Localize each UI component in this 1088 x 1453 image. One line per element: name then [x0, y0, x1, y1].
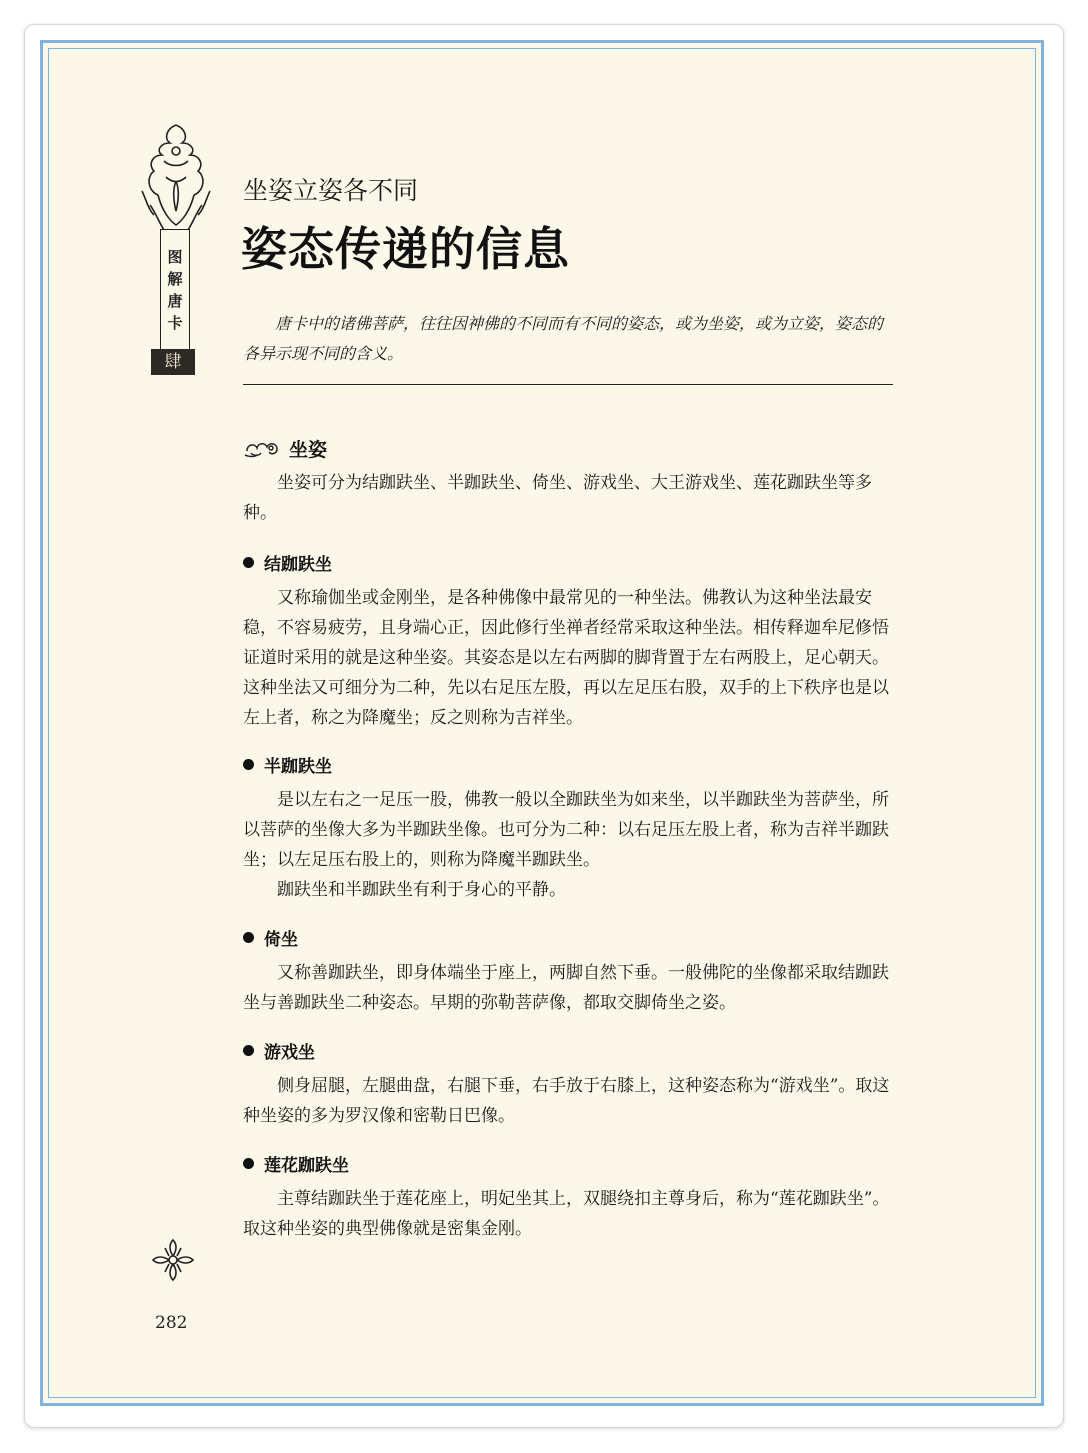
sidebar-char: 唐: [167, 292, 183, 310]
sidebar-book-label: [160, 229, 190, 351]
main-paragraph: 坐姿可分为结跏趺坐、半跏趺坐、倚坐、游戏坐、大王游戏坐、莲花跏趺坐等多种。: [243, 473, 872, 523]
conch-ornament-icon: [136, 121, 216, 241]
bullet-icon: [243, 759, 254, 770]
paragraph: 是以左右之一足压一股，佛教一般以全跏趺坐为如来坐，以半跏趺坐为菩萨坐，所以菩萨的坐像大多为半跏趺坐像。也可分为二种：以右足压左股上者，称为吉祥半跏趺坐；以左足压右股上的，则称为降魔半跏趺坐。: [243, 790, 889, 870]
section-jiefu: [243, 550, 895, 733]
sub-heading-text: 游戏坐: [264, 1043, 315, 1063]
paragraph: 主尊结跏趺坐于莲花座上，明妃坐其上，双腿绕扣主尊身后，称为“莲花跏趺坐”。取这种坐姿的典型佛像就是密集金刚。: [243, 1189, 890, 1239]
sidebar-char: 卡: [167, 314, 183, 332]
page-number: 282: [155, 1313, 188, 1333]
paragraph: 又称善跏趺坐，即身体端坐于座上，两脚自然下垂。一般佛陀的坐像都采取结跏趺坐与善跏趺坐二种姿态。早期的弥勒菩萨像，都取交脚倚坐之姿。: [243, 963, 889, 1013]
sub-heading: [243, 752, 895, 777]
sidebar-char: 图: [167, 248, 183, 266]
section-youxizuo: [243, 1038, 895, 1131]
section-main: [243, 435, 895, 528]
page-content: [43, 43, 1041, 1403]
section-banjiafu: [243, 752, 895, 905]
divider: [243, 384, 893, 385]
sub-heading-text: 半跏趺坐: [264, 757, 332, 777]
page-title: 姿态传递的信息: [241, 222, 570, 276]
sidebar-char: 解: [167, 270, 183, 288]
section-lianhuajiafu: [243, 1151, 895, 1244]
paragraph: 侧身屈腿，左腿曲盘，右腿下垂，右手放于右膝上，这种姿态称为“游戏坐”。取这种坐姿的多为罗汉像和密勒日巴像。: [243, 1076, 890, 1126]
section-yizuo: [243, 925, 895, 1018]
chapter-tab: 肆: [151, 349, 195, 375]
main-heading-text: 坐姿: [289, 439, 328, 461]
cloud-scroll-icon: [243, 439, 283, 459]
sub-heading-text: 莲花跏趺坐: [264, 1156, 349, 1176]
sub-heading-text: 结跏趺坐: [264, 555, 332, 575]
page-subtitle: 坐姿立姿各不同: [243, 176, 419, 205]
sub-heading: [243, 1151, 895, 1176]
intro-paragraph: 唐卡中的诸佛菩萨，往往因神佛的不同而有不同的姿态，或为坐姿，或为立姿，姿态的各异示现不同的含义。: [243, 314, 884, 363]
bullet-icon: [243, 1158, 254, 1169]
sub-heading: [243, 1038, 895, 1063]
page-frame: [40, 40, 1044, 1406]
paragraph: 跏趺坐和半跏趺坐有利于身心的平静。: [277, 880, 566, 900]
paragraph: 又称瑜伽坐或金刚坐，是各种佛像中最常见的一种坐法。佛教认为这种坐法最安稳，不容易疲劳，且身端心正，因此修行坐禅者经常采取这种坐法。相传释迦牟尼修悟证道时采用的就是这种坐姿。其姿态是以左右两脚的脚背置于左右两股上，足心朝天。这种坐法又可细分为二种，先以右足压左股，再以左足压右股，双手的上下秩序也是以左上者，称之为降魔坐；反之则称为吉祥坐。: [243, 588, 889, 728]
sub-heading: [243, 925, 895, 950]
bullet-icon: [243, 1045, 254, 1056]
bullet-icon: [243, 932, 254, 943]
sub-heading-text: 倚坐: [264, 930, 298, 950]
main-heading: [243, 435, 895, 462]
bullet-icon: [243, 557, 254, 568]
vajra-ornament-icon: [151, 1238, 195, 1282]
sub-heading: [243, 550, 895, 575]
